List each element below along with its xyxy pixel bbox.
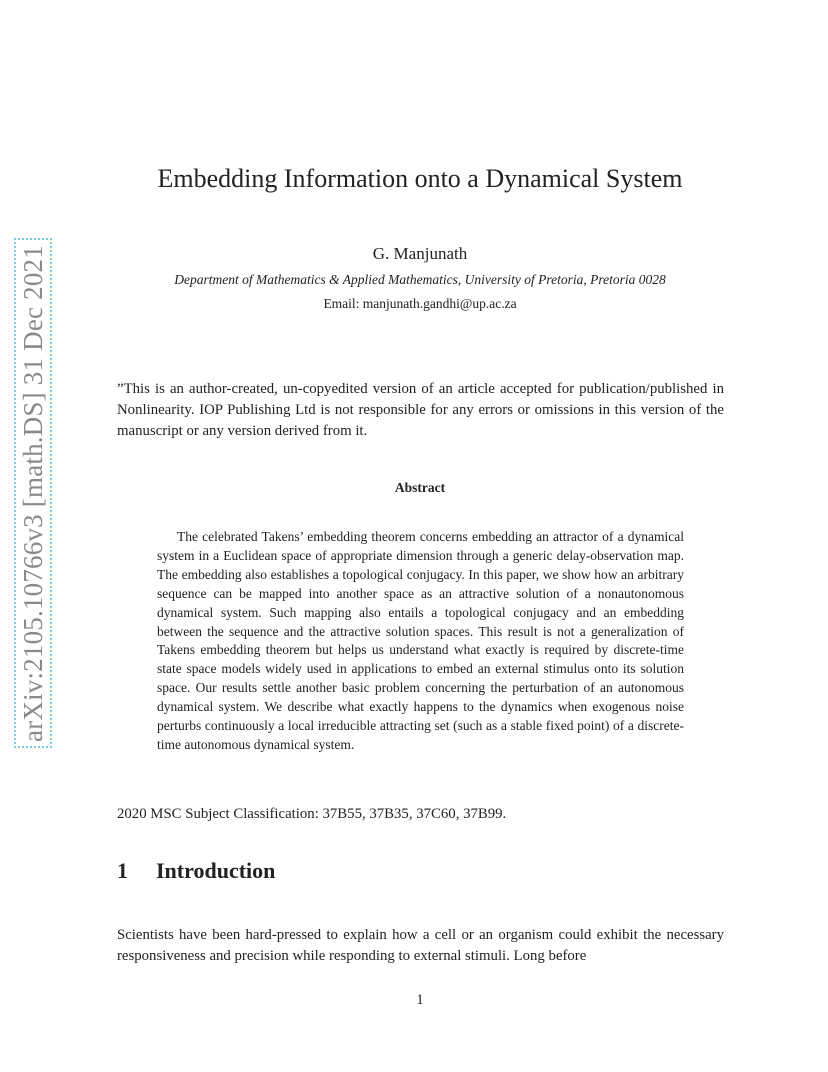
author-affiliation: Department of Mathematics & Applied Mathematics, University of Pretoria, Pretoria 0028 xyxy=(174,272,666,287)
author-email: Email: manjunath.gandhi@up.ac.za xyxy=(323,296,517,311)
section-title: Introduction xyxy=(156,858,276,883)
section-number: 1 xyxy=(117,858,128,883)
section-heading xyxy=(117,858,275,884)
author-name: G. Manjunath xyxy=(372,244,468,263)
introduction-paragraph: Scientists have been hard-pressed to explain how a cell or an organism could exhibit the necessary responsiveness and precision while responding to external stimuli. Long before xyxy=(117,927,724,964)
arxiv-identifier: arXiv:2105.10766v3 [math.DS] 31 Dec 2021 xyxy=(17,244,48,742)
arxiv-stamp xyxy=(14,238,52,748)
msc-classification: 2020 MSC Subject Classification: 37B55, 37B35, 37C60, 37B99. xyxy=(117,806,507,822)
abstract-heading: Abstract xyxy=(394,480,446,495)
page-number: 1 xyxy=(416,992,424,1008)
publication-notice: ”This is an author-created, un-copyedited version of an article accepted for publication/published in Nonlinearity. IOP Publishing Ltd is not responsible for any errors or omissions in this version of the manuscript or any version derived from it. xyxy=(117,381,724,439)
abstract-body: The celebrated Takens’ embedding theorem concerns embedding an attractor of a dynamical system in a Euclidean space of appropriate dimension through a generic delay-observation map. The embedding also establishes a topological conjugacy. In this paper, we show how an arbitrary sequence can be mapped into another space as an attractive solution of a nonautonomous dynamical system. Such mapping also entails a topological conjugacy and an embedding between the sequence and the attractive solution spaces. This result is not a generalization of Takens embedding theorem but helps us understand what exactly is required by discrete-time state space models widely used in applications to embed an external stimulus onto its solution space. Our results settle another basic problem concerning the perturbation of an autonomous dynamical system. We describe what exactly happens to the dynamics when exogenous noise perturbs continuously a local irreducible attracting set (such as a stable fixed point) of a discrete-time autonomous dynamical system. xyxy=(157,529,684,752)
paper-title: Embedding Information onto a Dynamical System xyxy=(157,164,683,193)
